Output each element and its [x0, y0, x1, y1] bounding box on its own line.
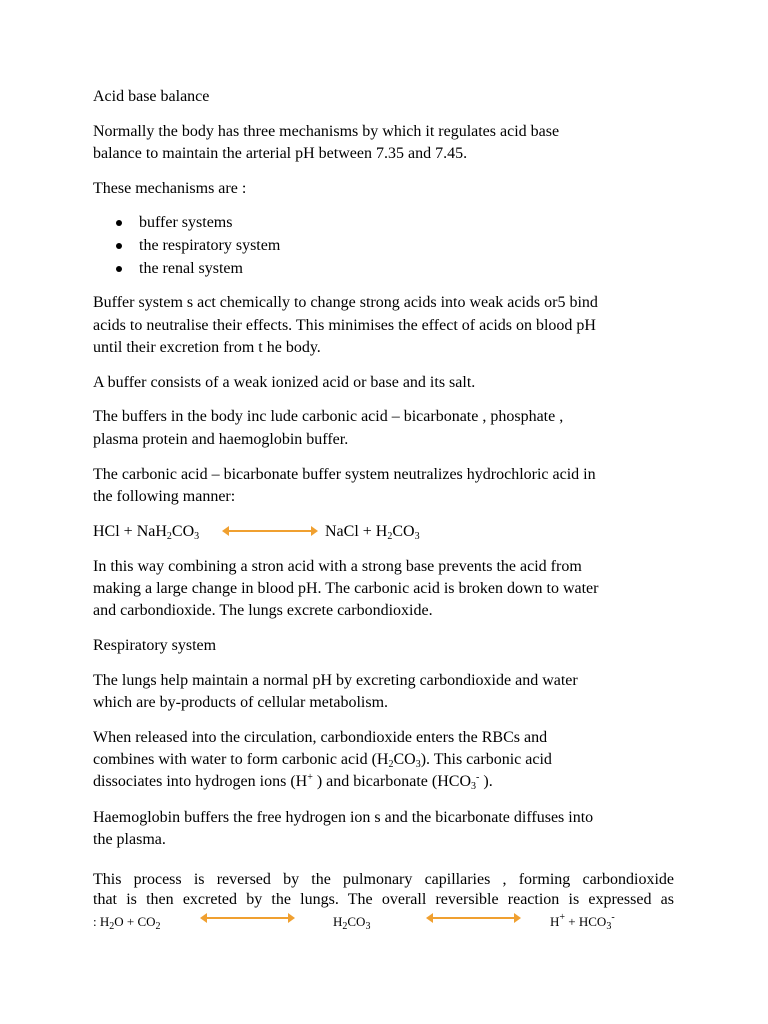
equation-1-left: HCl + $NaH_2CO_3$	[93, 523, 200, 542]
equation-2-right: $H^+ + HCO_3^-$	[550, 912, 615, 932]
reversed-paragraph-line-2: that is then excreted by the lungs. The overall reversible reaction is expressed as	[93, 891, 674, 908]
reversed-paragraph-line-1: This process is reversed by the pulmonary capillaries , forming carbondioxide	[93, 871, 674, 888]
double-arrow-icon	[224, 526, 316, 536]
document-title: Acid base balance	[93, 88, 210, 105]
mechanism-item: the respiratory system	[139, 237, 281, 254]
strong-acid-paragraph-line-1: In this way combining a stron acid with a strong base prevents the acid from	[93, 558, 582, 575]
released-paragraph-line-2: combines with water to form carbonic acid $(H_2CO_3)$. This carbonic acid	[93, 751, 552, 770]
carbonic-paragraph-line-2: the following manner:	[93, 488, 236, 505]
equation-1-right: NaCl + $H_2CO_3$	[325, 523, 420, 542]
bullet-icon	[116, 220, 122, 226]
intro-paragraph-line-1: Normally the body has three mechanisms by which it regulates acid base	[93, 123, 560, 140]
mechanism-item: the renal system	[139, 260, 243, 277]
lungs-paragraph-line-1: The lungs help maintain a normal pH by excreting carbondioxide and water	[93, 672, 578, 689]
released-paragraph-line-1: When released into the circulation, carbondioxide enters the RBCs and	[93, 729, 548, 746]
body-buffers-line-1: The buffers in the body inc lude carbonic acid – bicarbonate , phosphate ,	[93, 408, 564, 425]
strong-acid-paragraph-line-3: and carbondioxide. The lungs excrete carbondioxide.	[93, 602, 433, 619]
bullet-icon	[116, 266, 122, 272]
equation-2-middle: $H_2CO_3$	[333, 914, 371, 932]
equation-2-left: : $H_2O + CO_2$	[93, 914, 161, 932]
intro-paragraph-line-2: balance to maintain the arterial pH between 7.35 and 7.45.	[93, 145, 468, 162]
haemoglobin-paragraph-line-2: the plasma.	[93, 831, 166, 848]
buffer-paragraph-line-3: until their excretion from t he body.	[93, 339, 321, 356]
released-paragraph-line-3: dissociates into hydrogen ions (H+ ) and bicarbonate ($HCO_3^-$ ).	[93, 772, 493, 792]
mechanism-item: buffer systems	[139, 214, 233, 231]
lungs-paragraph-line-2: which are by-products of cellular metabolism.	[93, 694, 389, 711]
double-arrow-icon	[428, 913, 519, 923]
respiratory-heading: Respiratory system	[93, 637, 217, 654]
strong-acid-paragraph-line-2: making a large change in blood pH. The carbonic acid is broken down to water	[93, 580, 599, 597]
haemoglobin-paragraph-line-1: Haemoglobin buffers the free hydrogen ion s and the bicarbonate diffuses into	[93, 809, 594, 826]
mechanisms-intro: These mechanisms are :	[93, 180, 247, 197]
double-arrow-icon	[202, 913, 293, 923]
buffer-paragraph-line-1: Buffer system s act chemically to change strong acids into weak acids or5 bind	[93, 294, 598, 311]
body-buffers-line-2: plasma protein and haemoglobin buffer.	[93, 431, 349, 448]
bullet-icon	[116, 243, 122, 249]
buffer-definition: A buffer consists of a weak ionized acid or base and its salt.	[93, 374, 476, 391]
carbonic-paragraph-line-1: The carbonic acid – bicarbonate buffer system neutralizes hydrochloric acid in	[93, 466, 596, 483]
buffer-paragraph-line-2: acids to neutralise their effects. This minimises the effect of acids on blood pH	[93, 317, 596, 334]
